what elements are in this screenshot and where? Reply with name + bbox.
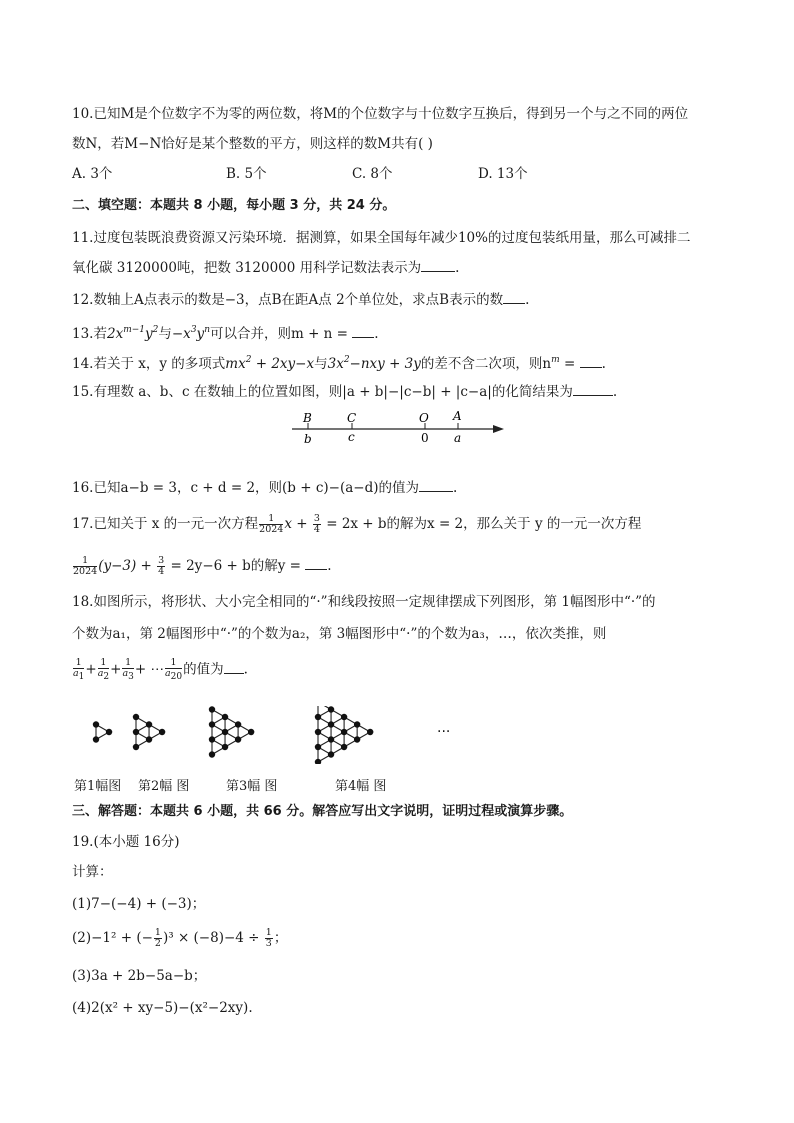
- figures-ellipsis: ···: [437, 724, 451, 740]
- dot: [248, 729, 254, 735]
- figure-1-label: 第1幅图: [74, 779, 122, 794]
- q13: 13.若$2x^{m-1}y^2$与$-x^3y^n$可以合并，则m + n = .: [72, 325, 379, 342]
- q12: 12.数轴上A点表示的数是−3，点B在距A点 2个单位处，求点B表示的数 .: [72, 292, 530, 308]
- q10-choice-a: A. 3个: [72, 166, 113, 182]
- dot: [315, 714, 321, 720]
- dot: [354, 721, 360, 727]
- dot: [209, 706, 215, 712]
- point-B-label: B: [303, 411, 312, 425]
- dot: [341, 744, 347, 750]
- q18-line1: 18.如图所示，将形状、大小完全相同的“·”和线段按照一定规律摆成下列图形，第 1幅图形中“·”的: [72, 594, 656, 610]
- q19-part4: (4)2(x² + xy−5)−(x²−2xy).: [72, 1000, 253, 1016]
- q19-part3: (3)3a + 2b−5a−b；: [72, 968, 207, 984]
- figure-3: [212, 710, 251, 755]
- point-A-label: A: [453, 409, 462, 423]
- q18-line3: $\frac{1}{a_1}$ + $\frac{1}{a_2}$ + $\frac{1}{a_3}$ + ⋯ $\frac{1}{a_{20}}$ 的值为 .: [73, 657, 248, 682]
- dot: [235, 721, 241, 727]
- dot: [222, 714, 228, 720]
- q10-choice-c: C. 8个: [352, 166, 393, 182]
- dot: [106, 729, 112, 735]
- q17-line1: 17.已知关于 x 的一元一次方程 $\frac{1}{2024}$ x + $\frac{3}{4}$ = 2x + b的解为x = 2，那么关于 y 的一元一次方程: [72, 513, 642, 535]
- dot: [93, 736, 99, 742]
- value-0-label: 0: [421, 431, 429, 445]
- dot: [146, 736, 152, 742]
- dot: [133, 729, 139, 735]
- dot: [133, 744, 139, 750]
- figure-2-label: 第2幅 图: [138, 779, 190, 794]
- q10-choice-d: D. 13个: [478, 166, 528, 182]
- q19-title: 19.(本小题 16分): [72, 834, 180, 850]
- value-b-label: b: [304, 432, 312, 446]
- figure-3-label: 第3幅 图: [226, 779, 278, 794]
- dot: [328, 721, 334, 727]
- q19-intro: 计算：: [72, 864, 113, 880]
- dot: [341, 714, 347, 720]
- figure-4-label: 第4幅 图: [335, 779, 387, 794]
- dot: [315, 744, 321, 750]
- dot-pattern-figures: [90, 706, 460, 764]
- q11-line1: 11.过度包装既浪费资源又污染环境．据测算，如果全国每年减少10%的过度包装纸用量，那么可减排二: [72, 230, 691, 246]
- dot: [146, 721, 152, 727]
- q19-part2: (2)−1² + (− $\frac{1}{2}$ )³ × (−8)−4 ÷ $\frac{1}{3}$ ；: [72, 927, 288, 949]
- q10-choice-b: B. 5个: [226, 166, 267, 182]
- dot: [328, 736, 334, 742]
- dot: [209, 721, 215, 727]
- point-C-label: C: [347, 411, 357, 425]
- q10-line1: 10.已知M是个位数字不为零的两位数，将M的个位数字与十位数字互换后，得到另一个与之不同的两位: [72, 106, 689, 122]
- dot: [209, 736, 215, 742]
- dot: [93, 721, 99, 727]
- dot: [328, 751, 334, 757]
- dot: [159, 729, 165, 735]
- dot: [209, 751, 215, 757]
- dot: [328, 706, 334, 712]
- dot: [341, 729, 347, 735]
- q15: 15.有理数 a、b、c 在数轴上的位置如图，则|a + b|−|c−b| + |c−a|的化简结果为 .: [72, 384, 618, 400]
- section2-heading: 二、填空题：本题共 8 小题，每小题 3 分，共 24 分。: [72, 198, 396, 213]
- q11-line2: 氧化碳 3120000吨，把数 3120000 用科学记数法表示为 .: [72, 260, 460, 276]
- dot: [222, 729, 228, 735]
- dot: [222, 744, 228, 750]
- dot: [367, 729, 373, 735]
- q17-line2: $\frac{1}{2024}$ (y−3) + $\frac{3}{4}$ = 2y−6 + b的解y = .: [73, 555, 332, 577]
- dot: [235, 736, 241, 742]
- dot: [133, 714, 139, 720]
- q14: 14.若关于 x，y 的多项式$mx^2 + 2xy-x$与$3x^2-nxy + 3y$的差不含二次项，则$n^m$ = .: [72, 355, 606, 372]
- dot: [315, 759, 321, 764]
- q16: 16.已知a−b = 3，c + d = 2，则(b + c)−(a−d)的值为 .: [72, 480, 458, 496]
- q10-line2: 数N，若M−N恰好是某个整数的平方，则这样的数M共有( ): [72, 136, 433, 152]
- dot: [354, 736, 360, 742]
- value-a-label: a: [454, 431, 462, 445]
- dot: [315, 729, 321, 735]
- section3-heading: 三、解答题：本题共 6 小题，共 66 分。解答应写出文字说明，证明过程或演算步骤。: [72, 804, 573, 819]
- point-O-label: O: [419, 411, 429, 425]
- value-c-label: c: [348, 430, 355, 444]
- q19-part1: (1)7−(−4) + (−3)；: [72, 896, 206, 912]
- q18-line2: 个数为a₁，第 2幅图形中“·”的个数为a₂，第 3幅图形中“·”的个数为a₃，…，依次类推，则: [72, 626, 607, 642]
- number-line-figure: [286, 408, 516, 452]
